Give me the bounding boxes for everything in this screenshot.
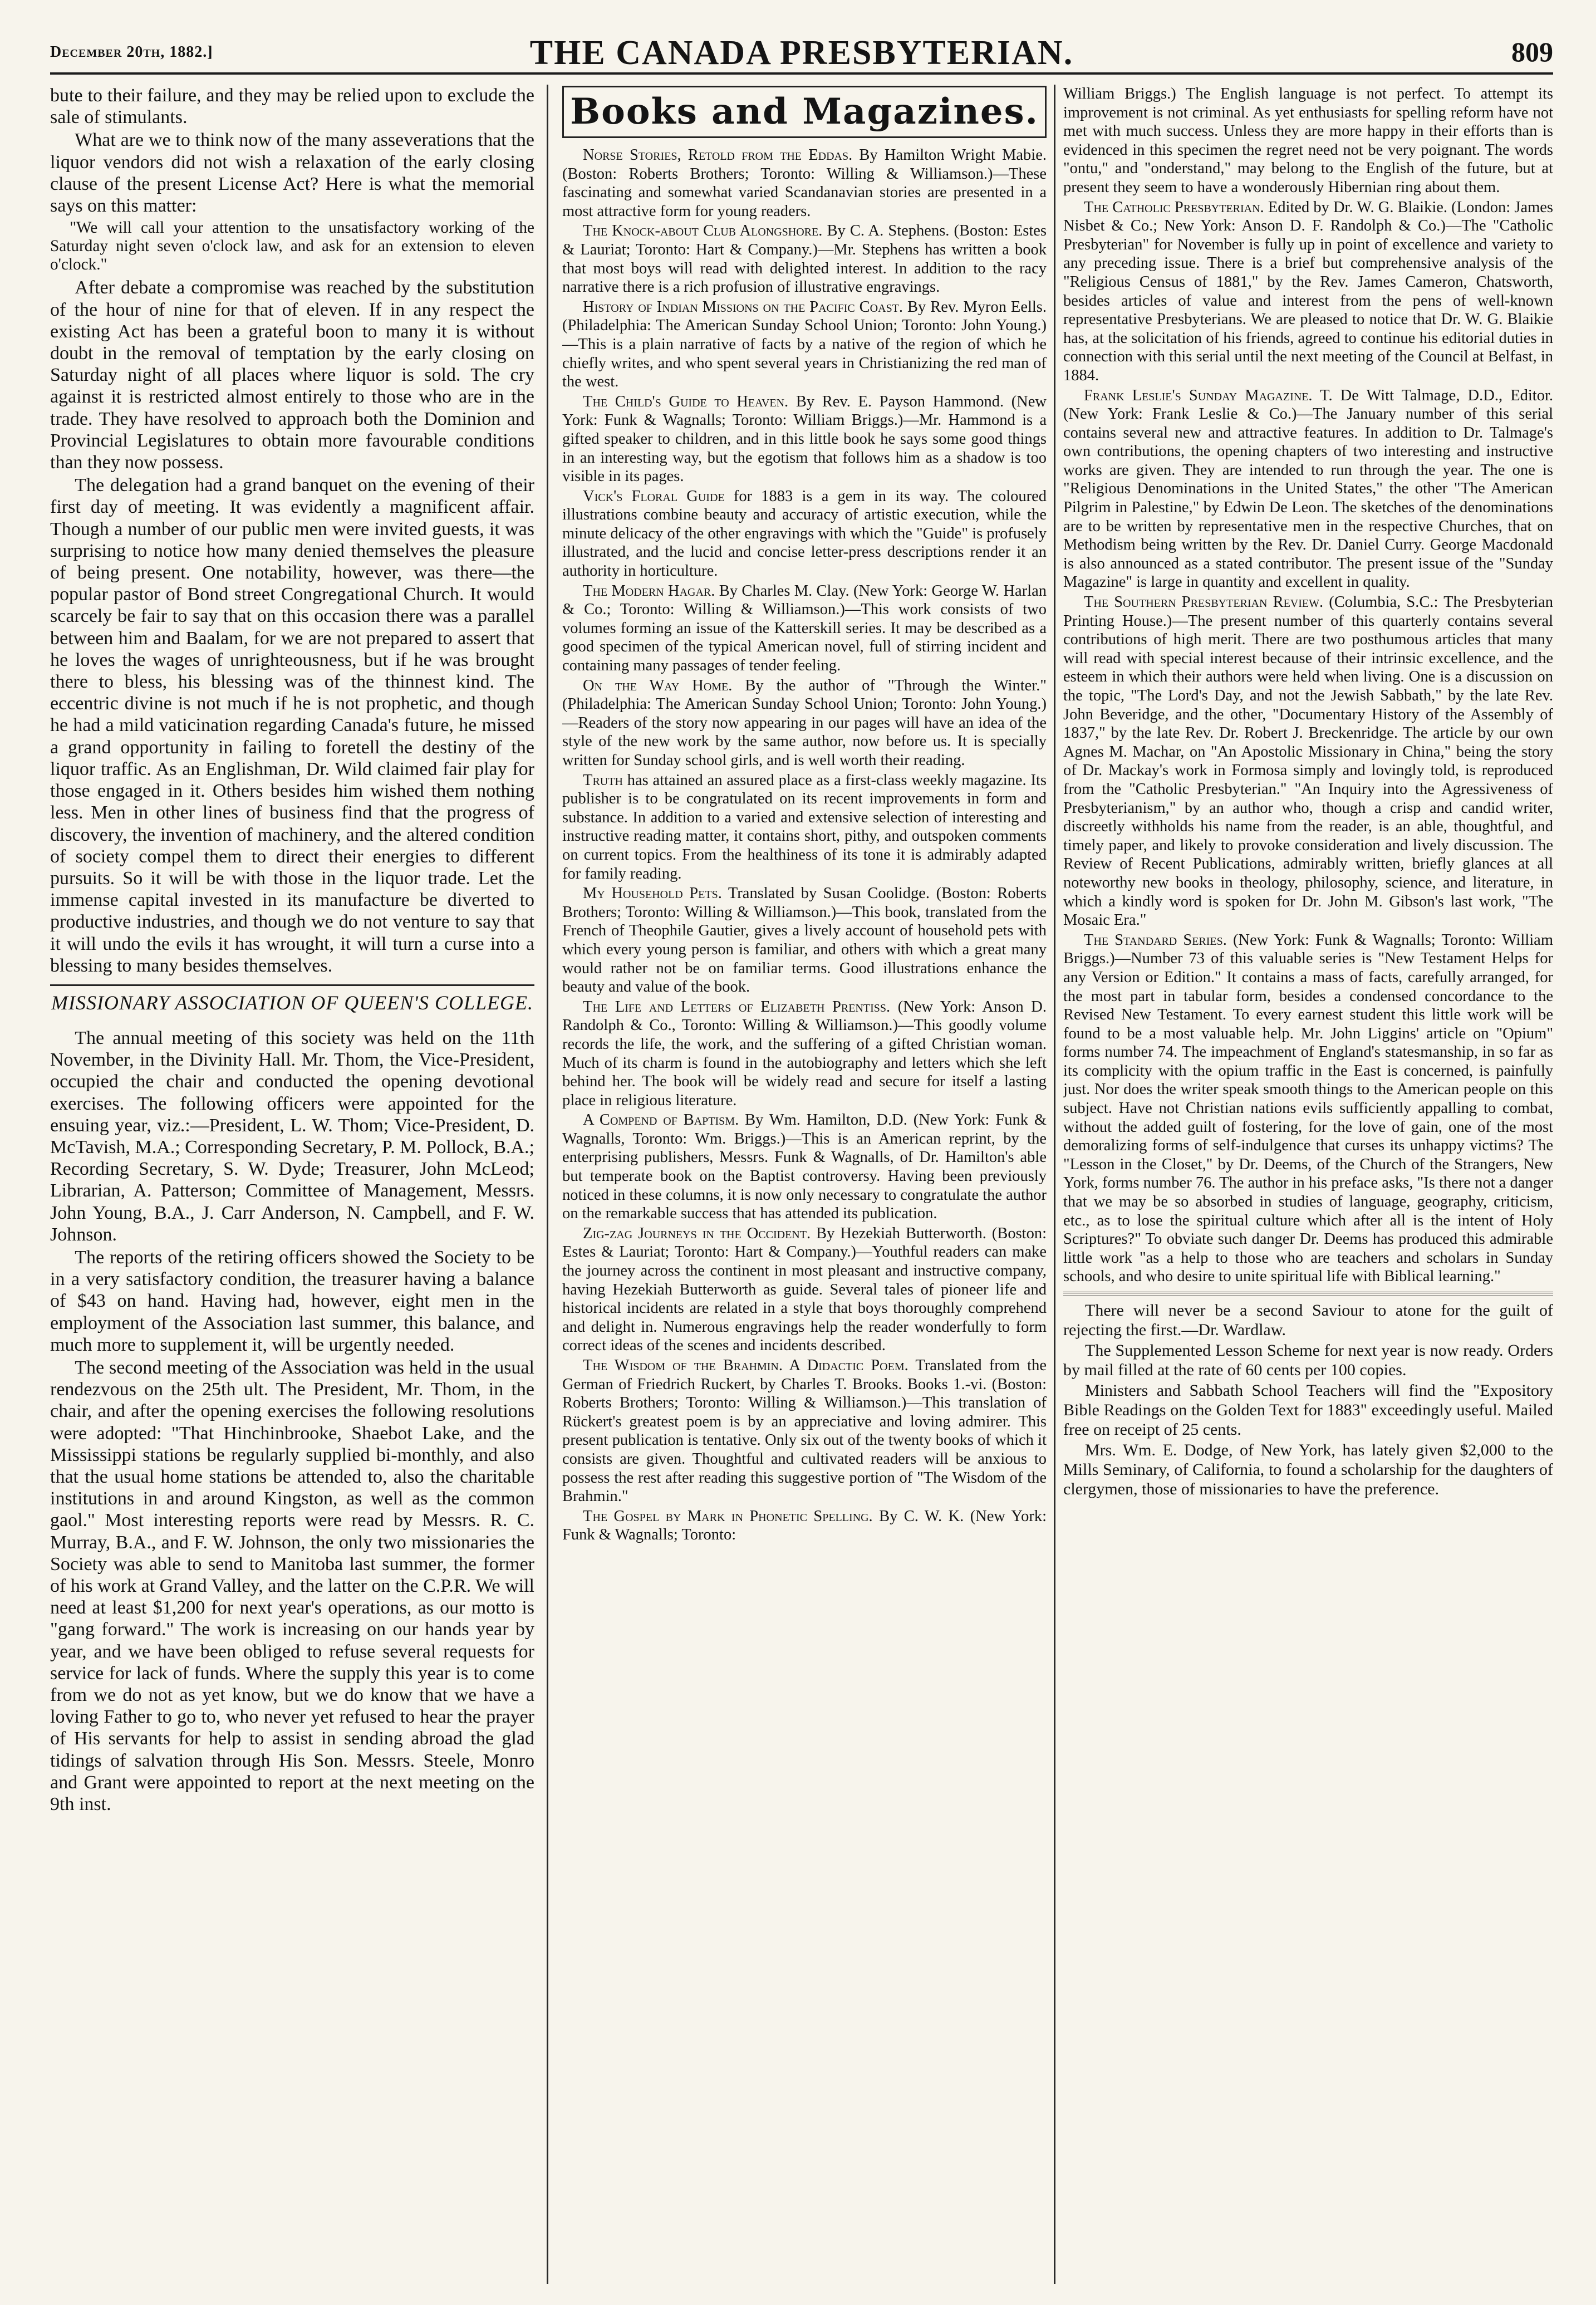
article-paragraph: What are we to think now of the many asseverations that the liquor vendors did not wish a relaxation of the early closing clause of the present License Act? Here is what the memorial says on this matter:	[50, 130, 534, 217]
notice-paragraph: There will never be a second Saviour to atone for the guilt of rejecting the first.—Dr. Wardlaw.	[1063, 1301, 1553, 1339]
review-entry	[562, 676, 1047, 770]
review-entry	[562, 1507, 1047, 1544]
review-entry	[562, 1224, 1047, 1355]
review-entry	[562, 582, 1047, 675]
review-entry	[562, 487, 1047, 581]
review-title: The Standard Series.	[1084, 931, 1227, 949]
review-body: By the author of "Through the Winter." (Philadelphia: The American Sunday School Union; Toronto: John Young.)—Readers of the story now appearing in our pages will have an idea of the style of the new work by the same author, now before us. It is specially written for Sunday school girls, and is well worth their reading.	[562, 676, 1047, 769]
section-heading: MISSIONARY ASSOCIATION OF QUEEN'S COLLEGE.	[51, 991, 534, 1014]
review-body: for 1883 is a gem in its way. The coloured illustrations combine beauty and accuracy of artistic execution, while the minute delicacy of the other engravings with which the "Guide" is profusely illustrated, and the lucid and concise letter-press descriptions render it an authority in horticulture.	[562, 487, 1047, 580]
review-body: By Rev. Myron Eells. (Philadelphia: The American Sunday School Union; Toronto: John Young.)—This is a plain narrative of facts by a native of the region of which he chiefly writes, and who spent several years in Christianizing the red man of the west.	[562, 298, 1047, 391]
review-entry	[1063, 593, 1553, 930]
review-body: By Rev. E. Payson Hammond. (New York: Funk & Wagnalls; Toronto: William Briggs.)—Mr. Hammond is a gifted speaker to children, and in this little book he says some good things in an interesting way, but the egotism that follows him as a shadow is too visible in its pages.	[562, 393, 1047, 485]
article-paragraph: bute to their failure, and they may be relied upon to exclude the sale of stimulants.	[50, 85, 534, 128]
review-title: The Modern Hagar.	[583, 582, 715, 600]
article-paragraph: The delegation had a grand banquet on the evening of their first day of meeting. It was evidently a magnificent affair. Though a number of our public men were invited guests, it was surprising to notice how many denied themselves the pleasure of being present. One notability, however, was there—the popular pastor of Bond street Congregational Church. It would scarcely be fair to say that on this occasion there was a parallel between him and Baalam, for we are not prepared to assert that he loves the wages of unrighteousness, but if he was brought there to bless, his blessing was of the thinnest kind. The eccentric divine is not much if he is not prophetic, and though he had a mild vaticination regarding Canada's future, he missed a grand opportunity in failing to foretell the destiny of the liquor traffic. As an Englishman, Dr. Wild claimed fair play for those engaged in it. Others besides him wished them nothing less. Men in other lines of business find that the progress of discovery, the invention of machinery, and the altered condition of society compel them to direct their energies to different pursuits. So it will be with those in the liquor trade. Let the immense capital invested in its manufacture be diverted to productive industries, and though we do not venture to say that it will undo the evils it has wrought, it will turn a curse into a blessing to many besides themselves.	[50, 475, 534, 976]
review-entry	[562, 884, 1047, 997]
masthead	[50, 32, 1553, 75]
notice-paragraph: Ministers and Sabbath School Teachers will find the "Expository Bible Readings on the Golden Text for 1883" exceedingly useful. Mailed free on receipt of 25 cents.	[1063, 1381, 1553, 1439]
review-body: By Charles M. Clay. (New York: George W. Harlan & Co.; Toronto: Willing & Williamson.)—This work consists of two volumes forming an issue of the Katterskill series. It may be described as a good specimen of the typical American novel, full of stirring incident and containing many passages of tender feeling.	[562, 582, 1047, 675]
review-title: The Southern Presbyterian Review.	[1084, 594, 1324, 611]
article-paragraph: The second meeting of the Association was held in the usual rendezvous on the 25th ult. The President, Mr. Thom, in the chair, and after the opening exercises the following resolutions were adopted: "That Hinchinbrooke, Shaebot Lake, and the Mississippi stations be regularly supplied bi-monthly, and also that the usual home stations be attended to, also the charitable institutions in and around Kingston, as well as the common gaol." Most interesting reports were read by Messrs. R. C. Murray, B.A., and F. W. Johnson, the only two missionaries the Society was able to send to Manitoba last summer, the former of his work at Grand Valley, and the latter on the C.P.R. We will need at least $1,200 for next year's operations, as our motto is "gang forward." The work is increasing on our hands year by year, and we have been obliged to refuse several requests for service for lack of funds. Where the supply this year is to come from we do not as yet know, but we do know that we have a loving Father to go to, who never yet refused to hear the prayer of His servants for help to assist in sending abroad the glad tidings of salvation through His Son. Messrs. Steele, Monro and Grant were appointed to report at the next meeting on the 9th inst.	[50, 1357, 534, 1815]
review-body: By C. W. K. (New York: Funk & Wagnalls; Toronto:	[562, 1507, 1047, 1544]
review-title: The Life and Letters of Elizabeth Prentiss.	[583, 998, 891, 1016]
section-rule	[50, 984, 534, 986]
column-middle	[562, 85, 1047, 2284]
review-title: Truth	[583, 771, 623, 789]
review-body: (New York: Funk & Wagnalls; Toronto: William Briggs.)—Number 73 of this valuable series is "New Testament Helps for any Version or Edition." It contains a mass of facts, carefully arranged, for the most part in tabular form, besides a condensed concordance to the Revised New Testament. To every earnest student this little work will be found to be a most valuable help. Mr. John Liggins' article on "Opium" forms number 74. The impeachment of England's statesmanship, in so far as its complicity with the opium traffic in the East is concerned, is painfully just. Nor does the writer speak smooth things to the American people on this subject. Have not Christian nations evils sufficiently appalling to combat, without the added guilt of fostering, for the love of gain, one of the most demoralizing forms of self-indulgence that curses its unhappy victims? The "Lesson in the Closet," by Dr. Deems, of the Church of the Strangers, New York, forms number 76. The author in his preface asks, "Is there not a danger that we may be so absorbed in studies of language, geography, criticism, etc., as to lose the spiritual culture which after all is the intent of Holy Scriptures?" To obviate such danger Dr. Deems has produced this admirable little work "as a help to those who are teachers and scholars in Sunday schools, and who desire to unite spiritual life with Biblical learning."	[1063, 931, 1553, 1286]
review-title: My Household Pets.	[583, 885, 722, 903]
column-left	[50, 85, 534, 2284]
books-magazines-heading: Books and Magazines.	[562, 86, 1047, 138]
memorial-quote: "We will call your attention to the unsatisfactory working of the Saturday night seven o'clock law, and ask for an extension to eleven o'clock."	[50, 219, 534, 273]
review-title: The Wisdom of the Brahmin. A Didactic Poem.	[583, 1357, 909, 1374]
review-title: History of Indian Missions on the Pacific Coast.	[583, 298, 903, 316]
review-body: has attained an assured place as a first-class weekly magazine. Its publisher is to be congratulated on its recent improvements in form and substance. In addition to a varied and extensive selection of interesting and instructive reading matter, it contains short, pithy, and outspoken comments on current topics. From the healthiness of its tone it is admirably adapted for family reading.	[562, 771, 1047, 882]
review-entry	[562, 1111, 1047, 1223]
review-title: The Gospel by Mark in Phonetic Spelling.	[583, 1507, 873, 1525]
publication-title: THE CANADA PRESBYTERIAN.	[529, 34, 1074, 72]
column-divider	[1054, 85, 1055, 2284]
review-entry	[562, 998, 1047, 1110]
review-body: Translated by Susan Coolidge. (Boston: Roberts Brothers; Toronto: Willing & Williamson.)—This book, translated from the French of Theophile Gautier, gives a lively account of household pets with which every young person is familiar, and others with which a great many would rather not be on familiar terms. Good illustrations enhance the beauty and value of the book.	[562, 885, 1047, 996]
review-body: (Columbia, S.C.: The Presbyterian Printing House.)—The present number of this quarterly contains several contributions of high merit. There are two posthumous articles that many will read with special interest because of their intrinsic excellence, and the esteem in which their authors were held when living. One is a discussion on the topic, "The Lord's Day, and not the Jewish Sabbath," by the late Rev. John Beveridge, and the other, "Documentary History of the Assembly of 1837," by the late Rev. Dr. Robert J. Breckenridge. The article by our own Agnes M. Machar, on "An Apostolic Missionary in China," being the story of Dr. Mackay's work in Formosa simply and lovingly told, is reproduced from the "Catholic Presbyterian." "An Inquiry into the Agressiveness of Presbyterianism," by an author who, though a crisp and candid writer, discreetly withholds his name from the reader, is an able, thoughtful, and timely paper, and likely to provoke consideration and lively discussion. The Review of Recent Publications, admirably written, briefly glances at all noteworthy new books in theology, philosophy, science, and literature, in which a kindly word is spoken for Dr. John M. Gibson's last work, "The Mosaic Era."	[1063, 594, 1553, 929]
review-entry	[562, 393, 1047, 486]
review-body: T. De Witt Talmage, D.D., Editor. (New York: Frank Leslie & Co.)—The January number of this serial contains several new and attractive features. In addition to Dr. Talmage's own contributions, the opening chapters of two interesting and instructive works are given. They are intended to run through the year. The one is "Religious Denominations in the United States," the other "The American Pilgrim in Palestine," by Edwin De Leon. The sketches of the denominations are to be written by representative men in the respective Churches, that on Methodism being written by the Rev. Dr. Daniel Curry. George Macdonald is also announced as a stated contributor. The present issue of the "Sunday Magazine" is large in quantity and excellent in quality.	[1063, 386, 1553, 591]
review-entry	[562, 1356, 1047, 1506]
review-title: The Catholic Presbyterian.	[1084, 198, 1264, 216]
review-entry	[562, 222, 1047, 296]
section-rule	[1063, 1292, 1553, 1296]
review-body: By Hamilton Wright Mabie. (Boston: Roberts Brothers; Toronto: Willing & Williamson.)—These fascinating and somewhat varied Scandanavian stories are presented in a most attractive form for young readers.	[562, 146, 1047, 220]
notice-paragraph: The Supplemented Lesson Scheme for next year is now ready. Orders by mail filled at the rate of 60 cents per 100 copies.	[1063, 1341, 1553, 1379]
review-entry	[1063, 198, 1553, 385]
review-continuation: William Briggs.) The English language is not perfect. To attempt its improvement is not criminal. As yet enthusiasts for spelling reform have not met with much success. Unless they are more happy in their efforts than is evidenced in this specimen the regret need not be very poignant. The words "ontu," and "onderstand," may belong to the English of the future, but at present they seem to have a wonderously Hibernian ring about them.	[1063, 85, 1553, 196]
column-divider	[547, 85, 548, 2284]
issue-date: December 20th, 1882.]	[50, 43, 213, 61]
review-body: Translated from the German of Friedrich Ruckert, by Charles T. Brooks. Books 1.-vi. (Boston: Roberts Brothers; Toronto: Willing & Williamson.)—This translation of Rückert's greatest poem is by an appreciative and loving admirer. This present publication is tentative. Only six out of the twenty books of which it consists are given. Thoughtful and cultivated readers will be anxious to possess the rest after reading this suggestive portion of "The Wisdom of the Brahmin."	[562, 1357, 1047, 1505]
notice-paragraph: Mrs. Wm. E. Dodge, of New York, has lately given $2,000 to the Mills Seminary, of California, to found a scholarship for the daughters of clergymen, those of missionaries to have the preference.	[1063, 1441, 1553, 1498]
review-title: The Knock-about Club Alongshore.	[583, 222, 823, 240]
column-right	[1063, 85, 1553, 2284]
review-title: The Child's Guide to Heaven.	[583, 393, 789, 410]
page-number: 809	[1511, 36, 1553, 67]
review-body: By Wm. Hamilton, D.D. (New York: Funk & Wagnalls, Toronto: Wm. Briggs.)—This is an American reprint, by the enterprising publishers, Messrs. Funk & Wagnalls, of Dr. Hamilton's able but temperate book on the Baptist controversy. Having been previously noticed in these columns, it is now only necessary to congratulate the author on the remarkable success that has attended its publication.	[562, 1111, 1047, 1223]
review-body: By C. A. Stephens. (Boston: Estes & Lauriat; Toronto: Hart & Company.)—Mr. Stephens has written a book that most boys will read with delighted interest. In addition to the racy narrative there is a rich profusion of illustrative engravings.	[562, 222, 1047, 296]
review-body: Edited by Dr. W. G. Blaikie. (London: James Nisbet & Co.; New York: Anson D. F. Randolph & Co.)—The "Catholic Presbyterian" for November is fully up in point of excellence and variety to any preceding issue. There is a brief but comprehensive analysis of the "Religious Census of 1881," by the Rev. James Cameron, Chatsworth, besides articles of value and interest from the pens of well-known representative Presbyterians. We are pleased to notice that Dr. W. G. Blaikie has, at the solicitation of his friends, agreed to continue his editorial duties in connection with this serial until the next meeting of the Council at Belfast, in 1884.	[1063, 198, 1553, 384]
review-entry	[1063, 386, 1553, 592]
article-paragraph: The reports of the retiring officers showed the Society to be in a very satisfactory condition, the treasurer having a balance of $43 on hand. Having had, however, eight men in the employment of the Association last summer, this balance, and much more to supplement it, will be urgently needed.	[50, 1247, 534, 1355]
review-body: (New York: Anson D. Randolph & Co., Toronto: Willing & Williamson.)—This goodly volume records the life, the work, and the suffering of a gifted Christian woman. Much of its charm is found in the autobiography and letters which she left behind her. The book will be widely read and secure for itself a lasting place in religious literature.	[562, 998, 1047, 1109]
review-entry	[562, 298, 1047, 391]
review-title: Vick's Floral Guide	[583, 487, 725, 505]
review-title: On the Way Home.	[583, 676, 733, 694]
article-paragraph: The annual meeting of this society was held on the 11th November, in the Divinity Hall. Mr. Thom, the Vice-President, occupied the chair and conducted the opening devotional exercises. The following officers were appointed for the ensuing year, viz.:—President, L. W. Thom; Vice-President, D. McTavish, M.A.; Corresponding Secretary, P. M. Pollock, B.A.; Recording Secretary, S. W. Dyde; Treasurer, John McLeod; Librarian, A. Patterson; Committee of Management, Messrs. John Young, B.A., J. Carr Anderson, N. Campbell, and F. W. Johnson.	[50, 1027, 534, 1245]
review-entry	[1063, 931, 1553, 1286]
review-title: Frank Leslie's Sunday Magazine.	[1084, 386, 1313, 404]
review-title: Norse Stories, Retold from the Eddas.	[583, 146, 853, 164]
review-entry	[562, 771, 1047, 884]
review-title: Zig-zag Journeys in the Occident.	[583, 1224, 811, 1242]
review-title: A Compend of Baptism.	[583, 1111, 739, 1129]
article-paragraph: After debate a compromise was reached by the substitution of the hour of nine for that of eleven. If in any respect the existing Act has been a grateful boon to many it is without doubt in the removal of temptation by the early closing on Saturday night of all places where liquor is sold. The cry against it is restricted almost entirely to those who are in the trade. They have resolved to approach both the Dominion and Provincial Legislatures to obtain more favourable conditions than they now possess.	[50, 277, 534, 473]
review-entry	[562, 146, 1047, 220]
review-body: By Hezekiah Butterworth. (Boston: Estes & Lauriat; Toronto: Hart & Company.)—Youthful readers can make the journey across the continent in most pleasant and instructive company, having Hezekiah Butterworth as guide. Several tales of pioneer life and historical incidents are related in a style that boys thoroughly comprehend and delight in. Numerous engravings help the reader wonderfully to form correct ideas of the scenes and incidents described.	[562, 1224, 1047, 1355]
